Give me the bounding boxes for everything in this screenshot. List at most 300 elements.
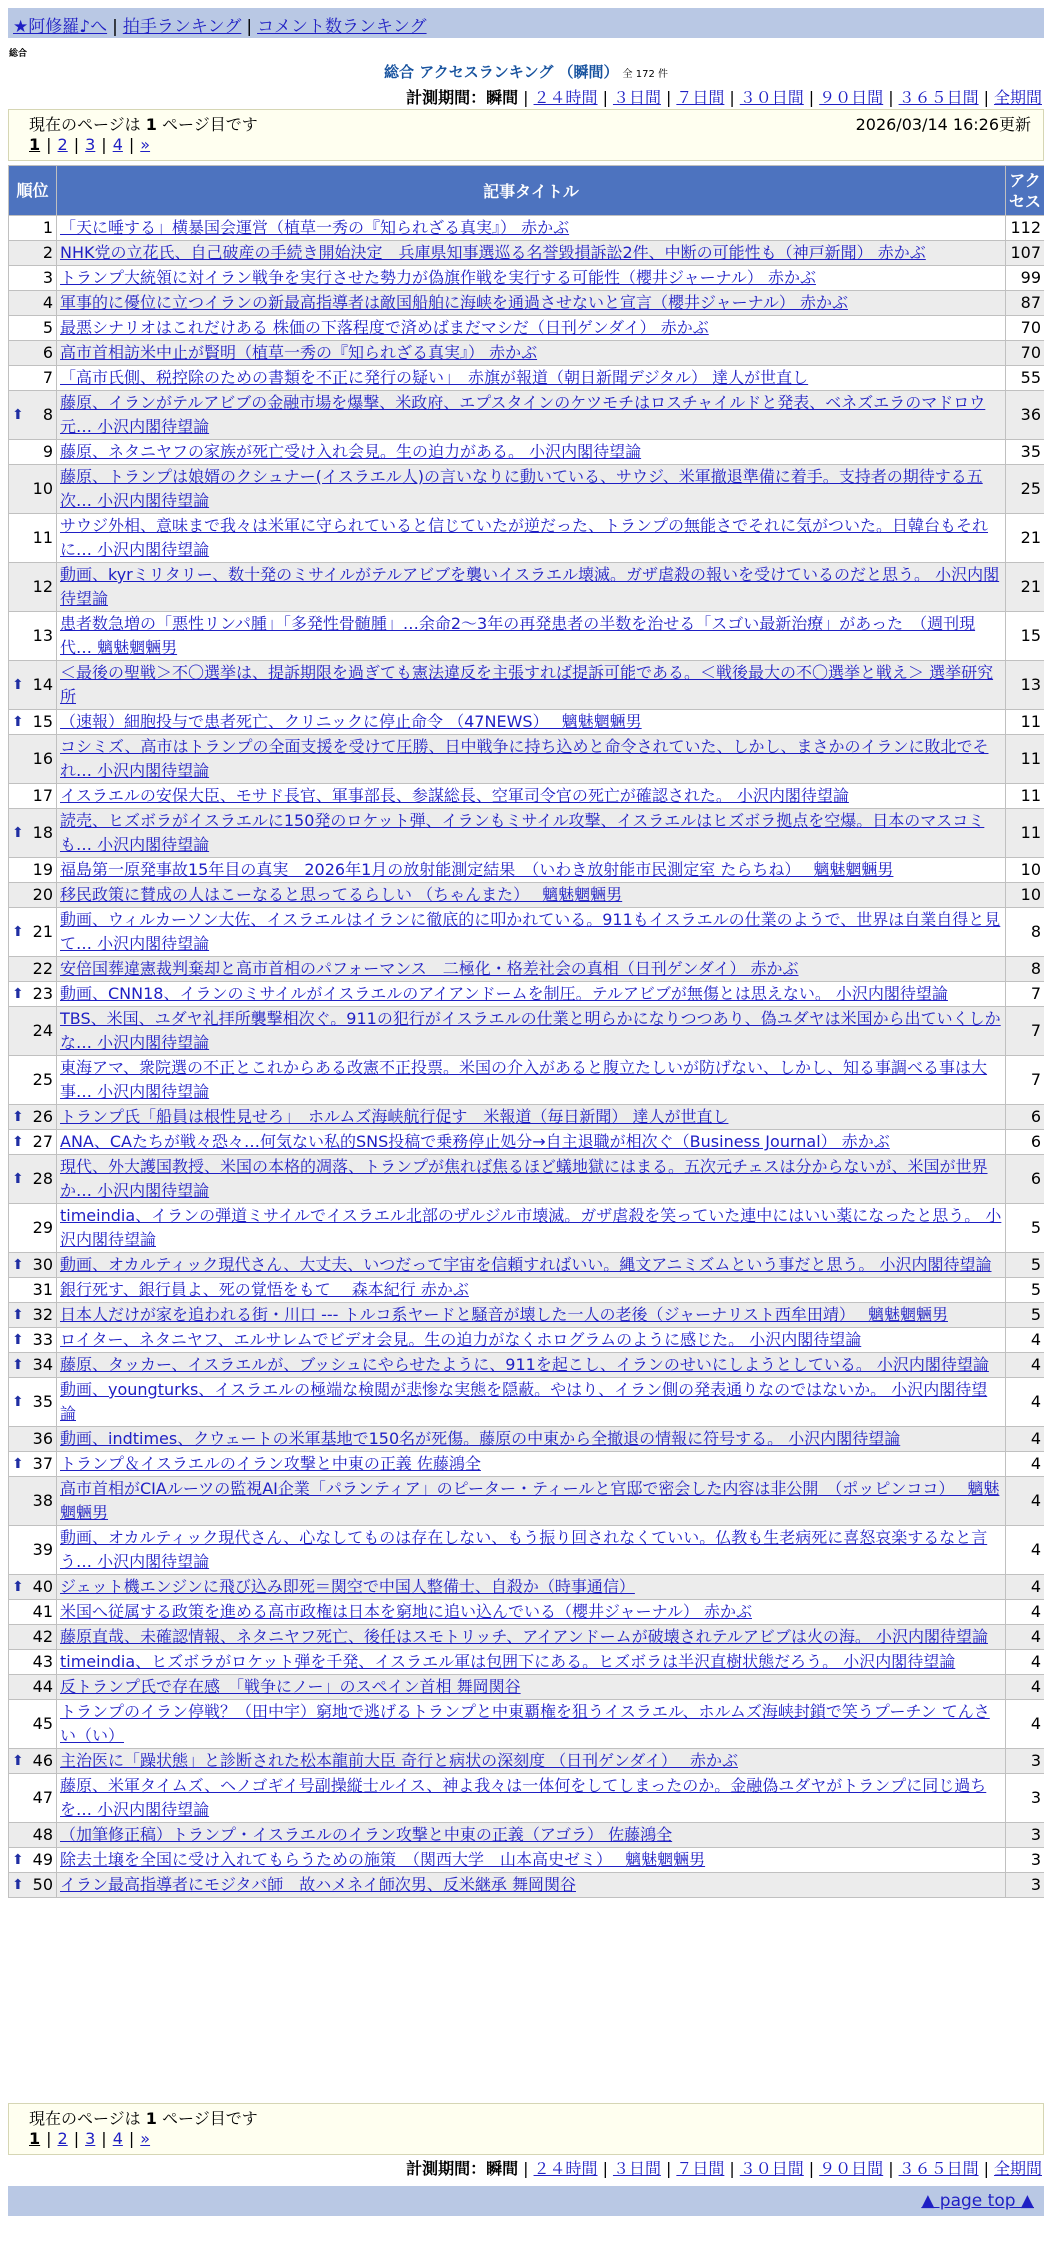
access-count: 4 bbox=[1006, 1427, 1044, 1452]
article-title-link[interactable]: 読売、ヒズボラがイスラエルに150発のロケット弾、イランもミサイル攻撃、イスラエルはヒズボラ拠点を空爆。日本のマスコミも… 小沢内閣待望論 bbox=[60, 811, 985, 854]
article-title-link[interactable]: 動画、ウィルカーソン大佐、イスラエルはイランに徹底的に叩かれている。911もイスラエルの仕業のようで、世界は自業自得と見て… 小沢内閣待望論 bbox=[60, 910, 1001, 953]
rank-number: 46 bbox=[32, 1751, 53, 1770]
page-message-prefix: 現在のページは bbox=[29, 2109, 141, 2128]
table-row bbox=[9, 291, 1044, 316]
rank-up-arrow-icon: ⬆ bbox=[12, 924, 24, 940]
period-link[interactable]: ３０日間 bbox=[739, 88, 804, 107]
period-selector-top bbox=[406, 85, 1042, 108]
pagination-separator: | bbox=[101, 2129, 107, 2148]
pagination-separator: | bbox=[46, 2129, 52, 2148]
table-row bbox=[9, 563, 1044, 612]
access-count: 4 bbox=[1006, 1600, 1044, 1625]
access-count: 6 bbox=[1006, 1155, 1044, 1204]
rank-cell bbox=[9, 1253, 57, 1278]
rank-number: 24 bbox=[32, 1021, 53, 1040]
period-separator: | bbox=[602, 2159, 608, 2178]
table-row bbox=[9, 514, 1044, 563]
title-cell bbox=[57, 1130, 1006, 1155]
rank-cell bbox=[9, 1427, 57, 1452]
rank-cell bbox=[9, 366, 57, 391]
article-title-link[interactable]: 除去土壌を全国に受け入れてもらうための施策 （関西大学 山本高史ゼミ） 魑魅魍魎男 bbox=[60, 1850, 706, 1869]
article-title-link[interactable]: 銀行死す、銀行員よ、死の覚悟をもて 森本紀行 赤かぶ bbox=[60, 1280, 469, 1299]
access-count: 11 bbox=[1006, 710, 1044, 735]
article-title-link[interactable]: 藤原、タッカー、イスラエルが、ブッシュにやらせたように、911を起こし、イランのせいにしようとしている。 小沢内閣待望論 bbox=[60, 1355, 989, 1374]
title-cell bbox=[57, 710, 1006, 735]
article-title-link[interactable]: 動画、kyrミリタリー、数十発のミサイルがテルアビブを襲いイスラエル壊滅。ガザ虐殺の報いを受けているのだと思う。 小沢内閣待望論 bbox=[60, 565, 1000, 608]
rank-cell bbox=[9, 216, 57, 241]
rank-cell bbox=[9, 883, 57, 908]
title-cell bbox=[57, 809, 1006, 858]
period-label: 計測期間： bbox=[406, 2159, 487, 2178]
comment-ranking-link[interactable]: コメント数ランキング bbox=[257, 17, 427, 37]
article-title-link[interactable]: 移民政策に賛成の人はこーなると思ってるらしい （ちゃんまた） 魑魅魍魎男 bbox=[60, 885, 623, 904]
article-title-link[interactable]: 主治医に「躁状態」と診断された松本龍前大臣 奇行と病状の深刻度 （日刊ゲンダイ） 赤かぶ bbox=[60, 1751, 738, 1770]
article-title-link[interactable]: 東海アマ、衆院選の不正とこれからある改憲不正投票。米国の介入があると腹立たしいが防げない、しかし、知る事調べる事は大事… 小沢内閣待望論 bbox=[60, 1058, 988, 1101]
title-cell bbox=[57, 266, 1006, 291]
article-title-link[interactable]: 安倍国葬違憲裁判棄却と高市首相のパフォーマンス 二極化・格差社会の真相（日刊ゲンダイ） 赤かぶ bbox=[60, 959, 799, 978]
article-title-link[interactable]: NHK党の立花氏、自己破産の手続き開始決定 兵庫県知事選巡る名誉毀損訴訟2件、中断の可能性も（神戸新聞） 赤かぶ bbox=[60, 243, 926, 262]
rank-cell bbox=[9, 1007, 57, 1056]
title-cell bbox=[57, 1749, 1006, 1774]
access-count: 11 bbox=[1006, 809, 1044, 858]
rank-cell bbox=[9, 391, 57, 440]
access-count: 4 bbox=[1006, 1700, 1044, 1749]
article-title-link[interactable]: ＜最後の聖戦＞不〇選挙は、提訴期限を過ぎても憲法違反を主張すれば提訴可能である。＜戦後最大の不〇選挙と戦え＞ 選挙研究所 bbox=[60, 663, 994, 706]
table-row bbox=[9, 1625, 1044, 1650]
article-title-link[interactable]: 高市首相訪米中止が賢明（植草一秀の『知られざる真実』） 赤かぶ bbox=[60, 343, 538, 362]
table-row bbox=[9, 266, 1044, 291]
table-row bbox=[9, 1700, 1044, 1749]
title-cell bbox=[57, 1650, 1006, 1675]
rank-cell bbox=[9, 1303, 57, 1328]
rank-up-arrow-icon: ⬆ bbox=[12, 1456, 24, 1472]
period-link[interactable]: ９０日間 bbox=[819, 2159, 884, 2178]
rank-cell bbox=[9, 710, 57, 735]
rank-cell bbox=[9, 316, 57, 341]
rank-cell bbox=[9, 1526, 57, 1575]
rank-cell bbox=[9, 858, 57, 883]
access-count: 107 bbox=[1006, 241, 1044, 266]
rank-cell bbox=[9, 1675, 57, 1700]
pagination-link[interactable]: 2 bbox=[57, 2129, 68, 2148]
table-row bbox=[9, 908, 1044, 957]
period-separator: | bbox=[665, 2159, 672, 2178]
rank-cell bbox=[9, 1823, 57, 1848]
rank-cell bbox=[9, 1056, 57, 1105]
rank-cell bbox=[9, 1600, 57, 1625]
table-row bbox=[9, 1105, 1044, 1130]
rank-cell bbox=[9, 661, 57, 710]
title-cell bbox=[57, 1600, 1006, 1625]
access-count: 4 bbox=[1006, 1650, 1044, 1675]
article-title-link[interactable]: ロイター、ネタニヤフ、エルサレムでビデオ会見。生の迫力がなくホログラムのように感じた。 小沢内閣待望論 bbox=[60, 1330, 862, 1349]
title-cell bbox=[57, 1204, 1006, 1253]
access-count: 3 bbox=[1006, 1823, 1044, 1848]
period-link[interactable]: ３日間 bbox=[612, 2159, 661, 2178]
access-count: 5 bbox=[1006, 1253, 1044, 1278]
pagination-link[interactable]: 2 bbox=[57, 135, 68, 154]
access-count: 15 bbox=[1006, 612, 1044, 661]
title-cell bbox=[57, 1378, 1006, 1427]
access-count: 3 bbox=[1006, 1848, 1044, 1873]
rank-cell bbox=[9, 291, 57, 316]
rank-cell bbox=[9, 1848, 57, 1873]
article-title-link[interactable]: イスラエルの安保大臣、モサド長官、軍事部長、参謀総長、空軍司令官の死亡が確認された。 小沢内閣待望論 bbox=[60, 786, 849, 805]
access-count: 7 bbox=[1006, 1007, 1044, 1056]
article-title-link[interactable]: 反トランプ氏で存在感 「戦争にノー」のスペイン首相 舞岡関谷 bbox=[60, 1677, 521, 1696]
article-title-link[interactable]: 患者数急増の「悪性リンパ腫」「多発性骨髄腫」…余命2～3年の再発患者の半数を治せる「スゴい最新治療」があった （週刊現代… 魑魅魍魎男 bbox=[60, 614, 976, 657]
rank-cell bbox=[9, 784, 57, 809]
article-title-link[interactable]: 藤原、米軍タイムズ、ヘノゴギイ号副操縦士ルイス、神よ我々は一体何をしてしまったのか。金融偽ユダヤがトランプに同じ過ちを… 小沢内閣待望論 bbox=[60, 1776, 987, 1819]
rank-up-arrow-icon: ⬆ bbox=[12, 1852, 24, 1868]
period-link[interactable]: 全期間 bbox=[993, 88, 1042, 107]
table-row bbox=[9, 710, 1044, 735]
category-label: 総合 bbox=[9, 49, 28, 59]
access-count: 3 bbox=[1006, 1749, 1044, 1774]
rank-number: 34 bbox=[32, 1355, 53, 1374]
rank-number: 31 bbox=[32, 1280, 53, 1299]
page-title bbox=[8, 61, 1044, 82]
current-page-message bbox=[29, 112, 258, 135]
rank-number: 16 bbox=[32, 749, 53, 768]
rank-cell bbox=[9, 1749, 57, 1774]
access-count: 4 bbox=[1006, 1353, 1044, 1378]
access-count: 4 bbox=[1006, 1675, 1044, 1700]
article-title-link[interactable]: timeindia、ヒズボラがロケット弾を千発、イスラエル軍は包囲下にある。ヒズボラは半沢直樹状態だろう。 小沢内閣待望論 bbox=[60, 1652, 956, 1671]
table-row bbox=[9, 465, 1044, 514]
period-link[interactable]: ３６５日間 bbox=[898, 88, 979, 107]
access-count: 13 bbox=[1006, 661, 1044, 710]
table-row bbox=[9, 1303, 1044, 1328]
updated-timestamp: 2026/03/14 16:26更新 bbox=[855, 115, 1031, 134]
rank-number: 40 bbox=[32, 1577, 53, 1596]
nav-separator: | bbox=[246, 17, 253, 37]
article-title-link[interactable]: （加筆修正稿）トランプ・イスラエルのイラン攻撃と中東の正義（アゴラ） 佐藤鴻全 bbox=[60, 1825, 673, 1844]
access-count: 8 bbox=[1006, 957, 1044, 982]
rank-number: 5 bbox=[42, 318, 53, 337]
title-cell bbox=[57, 316, 1006, 341]
pagination-link[interactable]: 4 bbox=[112, 135, 123, 154]
access-count: 25 bbox=[1006, 465, 1044, 514]
rank-up-arrow-icon: ⬆ bbox=[12, 1753, 24, 1769]
title-cell bbox=[57, 291, 1006, 316]
table-row bbox=[9, 1007, 1044, 1056]
rank-up-arrow-icon: ⬆ bbox=[12, 1357, 24, 1373]
table-row bbox=[9, 1873, 1044, 1898]
article-title-link[interactable]: 福島第一原発事故15年目の真実 2026年1月の放射能測定結果 （いわき放射能市民測定室 たらちね） 魑魅魍魎男 bbox=[60, 860, 894, 879]
table-row bbox=[9, 1477, 1044, 1526]
pagination-link[interactable]: 3 bbox=[85, 2129, 96, 2148]
access-count: 11 bbox=[1006, 735, 1044, 784]
table-row bbox=[9, 1774, 1044, 1823]
table-row bbox=[9, 391, 1044, 440]
title-cell bbox=[57, 1477, 1006, 1526]
access-count: 6 bbox=[1006, 1105, 1044, 1130]
rank-number: 37 bbox=[32, 1454, 53, 1473]
clap-ranking-link[interactable]: 拍手ランキング bbox=[122, 17, 242, 37]
rank-column-header: 順位 bbox=[9, 166, 57, 216]
access-count: 4 bbox=[1006, 1526, 1044, 1575]
rank-number: 14 bbox=[32, 675, 53, 694]
rank-up-arrow-icon: ⬆ bbox=[12, 1307, 24, 1323]
rank-cell bbox=[9, 241, 57, 266]
access-count: 5 bbox=[1006, 1278, 1044, 1303]
table-row bbox=[9, 316, 1044, 341]
table-row bbox=[9, 1848, 1044, 1873]
rank-number: 27 bbox=[32, 1132, 53, 1151]
table-row bbox=[9, 1823, 1044, 1848]
period-link[interactable]: ２４時間 bbox=[533, 88, 598, 107]
article-title-link[interactable]: 藤原、イランがテルアビブの金融市場を爆撃、米政府、エプスタインのケツモチはロスチャイルドと発表、ベネズエラのマドロウ元… 小沢内閣待望論 bbox=[60, 393, 986, 436]
title-cell bbox=[57, 341, 1006, 366]
rank-up-arrow-icon: ⬆ bbox=[12, 1394, 24, 1410]
rank-cell bbox=[9, 1650, 57, 1675]
article-title-link[interactable]: トランプ大統領に対イラン戦争を実行させた勢力が偽旗作戦を実行する可能性（櫻井ジャーナル） 赤かぶ bbox=[60, 268, 816, 287]
title-cell bbox=[57, 883, 1006, 908]
title-cell bbox=[57, 612, 1006, 661]
ranking-table bbox=[8, 165, 1044, 1898]
title-cell bbox=[57, 661, 1006, 710]
rank-cell bbox=[9, 809, 57, 858]
pagination-next-link[interactable]: » bbox=[140, 135, 151, 154]
title-cell bbox=[57, 735, 1006, 784]
title-cell bbox=[57, 1700, 1006, 1749]
article-title-link[interactable]: 動画、CNN18、イランのミサイルがイスラエルのアイアンドームを制圧。テルアビブが無傷とは思えない。 小沢内閣待望論 bbox=[60, 984, 948, 1003]
table-row bbox=[9, 1204, 1044, 1253]
rank-cell bbox=[9, 1873, 57, 1898]
pagination-next-link[interactable]: » bbox=[140, 2129, 151, 2148]
table-row bbox=[9, 957, 1044, 982]
period-separator: | bbox=[729, 2159, 735, 2178]
article-title-link[interactable]: 動画、オカルティック現代さん、大丈夫、いつだって宇宙を信頼すればいい。縄文アニミズムという事だと思う。 小沢内閣待望論 bbox=[60, 1255, 992, 1274]
rank-cell bbox=[9, 1328, 57, 1353]
access-count: 8 bbox=[1006, 908, 1044, 957]
rank-up-arrow-icon: ⬆ bbox=[12, 677, 24, 693]
access-count: 99 bbox=[1006, 266, 1044, 291]
article-title-link[interactable]: 藤原、トランプは娘婿のクシュナー(イスラエル人)の言いなりに動いている、サウジ、米軍撤退準備に着手。支持者の期待する五次… 小沢内閣待望論 bbox=[60, 467, 983, 510]
rank-number: 48 bbox=[32, 1825, 53, 1844]
article-title-link[interactable]: 藤原直哉、未確認情報、ネタニヤフ死亡、後任はスモトリッチ、アイアンドームが破壊されテルアビブは火の海。 小沢内閣待望論 bbox=[60, 1627, 988, 1646]
title-cell bbox=[57, 216, 1006, 241]
article-title-link[interactable]: トランプのイラン停戦？（田中宇）窮地で逃げるトランプと中東覇権を狙うイスラエル、ホルムズ海峡封鎖で笑うプーチン てんさい（い） bbox=[60, 1702, 990, 1745]
period-separator: | bbox=[523, 2159, 529, 2178]
rank-cell bbox=[9, 1774, 57, 1823]
rank-number: 4 bbox=[42, 293, 53, 312]
page-message-number: 1 bbox=[145, 2109, 157, 2128]
rank-cell bbox=[9, 1130, 57, 1155]
period-separator: | bbox=[602, 88, 608, 107]
rank-number: 12 bbox=[32, 577, 53, 596]
access-count: 87 bbox=[1006, 291, 1044, 316]
table-row bbox=[9, 1278, 1044, 1303]
rank-up-arrow-icon: ⬆ bbox=[12, 1134, 24, 1150]
bottom-bar bbox=[8, 2186, 1044, 2216]
period-link[interactable]: ３０日間 bbox=[739, 2159, 804, 2178]
article-title-link[interactable]: 米国へ従属する政策を進める高市政権は日本を窮地に追い込んでいる（櫻井ジャーナル） 赤かぶ bbox=[60, 1602, 752, 1621]
access-count: 3 bbox=[1006, 1774, 1044, 1823]
title-cell bbox=[57, 563, 1006, 612]
access-count: 5 bbox=[1006, 1303, 1044, 1328]
table-row bbox=[9, 1675, 1044, 1700]
article-title-link[interactable]: ジェット機エンジンに飛び込み即死＝関空で中国人整備士、自殺か（時事通信） bbox=[60, 1577, 635, 1596]
pagination bbox=[29, 2129, 150, 2148]
access-count: 21 bbox=[1006, 563, 1044, 612]
rank-cell bbox=[9, 1155, 57, 1204]
title-cell bbox=[57, 1873, 1006, 1898]
article-title-link[interactable]: 現代、外大護国教授、米国の本格的凋落、トランプが焦れば焦るほど蟻地獄にはまる。五次元チェスは分からないが、米国が世界か… 小沢内閣待望論 bbox=[60, 1157, 988, 1200]
rank-up-arrow-icon: ⬆ bbox=[12, 1579, 24, 1595]
pagination-separator: | bbox=[73, 135, 80, 154]
period-link[interactable]: ９０日間 bbox=[819, 88, 884, 107]
access-column-header: アクセス bbox=[1006, 166, 1044, 216]
period-link[interactable]: ３日間 bbox=[612, 88, 661, 107]
rank-number: 3 bbox=[42, 268, 53, 287]
article-title-link[interactable]: 動画、youngturks、イスラエルの極端な検閲が悲惨な実態を隠蔽。やはり、イラン側の発表通りなのではないか。 小沢内閣待望論 bbox=[60, 1380, 988, 1423]
rank-number: 49 bbox=[32, 1850, 53, 1869]
table-row bbox=[9, 858, 1044, 883]
table-row bbox=[9, 440, 1044, 465]
rank-number: 7 bbox=[42, 368, 53, 387]
article-title-link[interactable]: 日本人だけが家を追われる街・川口 --- トルコ系ヤードと騒音が壊した一人の老後（ジャーナリスト西牟田靖） 魑魅魍魎男 bbox=[60, 1305, 948, 1324]
access-count: 10 bbox=[1006, 883, 1044, 908]
article-title-link[interactable]: イラン最高指導者にモジタバ師 故ハメネイ師次男、反米継承 舞岡関谷 bbox=[60, 1875, 576, 1894]
page-message-suffix: ページ目です bbox=[162, 115, 258, 134]
rank-cell bbox=[9, 1353, 57, 1378]
article-title-link[interactable]: サウジ外相、意味まで我々は米軍に守られていると信じていたが逆だった、トランプの無能さでそれに気がついた。日韓台もそれに… 小沢内閣待望論 bbox=[60, 516, 989, 559]
rank-number: 45 bbox=[32, 1714, 53, 1733]
article-title-link[interactable]: 「天に唾する」横暴国会運営（植草一秀の『知られざる真実』） 赤かぶ bbox=[60, 218, 570, 237]
table-row bbox=[9, 1650, 1044, 1675]
page-info-bottom bbox=[8, 2103, 1044, 2155]
page-top-link[interactable]: ▲ page top ▲ bbox=[921, 2191, 1034, 2211]
rank-number: 19 bbox=[32, 860, 53, 879]
title-cell bbox=[57, 1105, 1006, 1130]
article-title-link[interactable]: 高市首相がCIAルーツの監視AI企業「パランティア」のピーター・ティールと官邸で密会した内容は非公開 （ポッピンココ） 魑魅魍魎男 bbox=[60, 1479, 1000, 1522]
title-cell bbox=[57, 1303, 1006, 1328]
rank-cell bbox=[9, 1204, 57, 1253]
title-cell bbox=[57, 957, 1006, 982]
table-row bbox=[9, 1378, 1044, 1427]
title-cell bbox=[57, 241, 1006, 266]
rank-cell bbox=[9, 735, 57, 784]
rank-cell bbox=[9, 1700, 57, 1749]
table-row bbox=[9, 612, 1044, 661]
period-link[interactable]: ７日間 bbox=[676, 2159, 725, 2178]
rank-number: 44 bbox=[32, 1677, 53, 1696]
article-title-link[interactable]: 藤原、ネタニヤフの家族が死亡受け入れ会見。生の迫力がある。 小沢内閣待望論 bbox=[60, 442, 642, 461]
period-link[interactable]: ７日間 bbox=[676, 88, 725, 107]
total-count: 全 172 件 bbox=[622, 69, 668, 80]
rank-cell bbox=[9, 440, 57, 465]
rank-up-arrow-icon: ⬆ bbox=[12, 714, 24, 730]
article-title-link[interactable]: 軍事的に優位に立つイランの新最高指導者は敵国船舶に海峡を通過させないと宣言（櫻井ジャーナル） 赤かぶ bbox=[60, 293, 848, 312]
article-title-link[interactable]: 「高市氏側、税控除のための書類を不正に発行の疑い」 赤旗が報道（朝日新聞デジタル） 達人が世直し bbox=[60, 368, 809, 387]
access-count: 7 bbox=[1006, 1056, 1044, 1105]
title-cell bbox=[57, 440, 1006, 465]
table-row bbox=[9, 1130, 1044, 1155]
pagination-link[interactable]: 3 bbox=[85, 135, 96, 154]
title-cell bbox=[57, 1452, 1006, 1477]
page-message-number: 1 bbox=[145, 115, 157, 134]
period-separator: | bbox=[665, 88, 672, 107]
article-title-link[interactable]: 最悪シナリオはこれだけある 株価の下落程度で済めばまだマシだ（日刊ゲンダイ） 赤かぶ bbox=[60, 318, 709, 337]
rank-number: 18 bbox=[32, 823, 53, 842]
rank-number: 15 bbox=[32, 712, 53, 731]
access-count: 55 bbox=[1006, 366, 1044, 391]
period-separator: | bbox=[729, 88, 735, 107]
title-cell bbox=[57, 1675, 1006, 1700]
table-row bbox=[9, 1452, 1044, 1477]
rank-number: 50 bbox=[32, 1875, 53, 1894]
pagination-current: 1 bbox=[29, 2129, 41, 2148]
access-count: 3 bbox=[1006, 1873, 1044, 1898]
table-row bbox=[9, 1575, 1044, 1600]
rank-number: 25 bbox=[32, 1070, 53, 1089]
period-separator: | bbox=[888, 88, 894, 107]
home-link[interactable]: ★阿修羅♪へ bbox=[13, 17, 108, 37]
table-row bbox=[9, 366, 1044, 391]
title-cell bbox=[57, 1625, 1006, 1650]
rank-number: 1 bbox=[42, 218, 53, 237]
period-separator: | bbox=[888, 2159, 894, 2178]
article-title-link[interactable]: 動画、indtimes、クウェートの米軍基地で150名が死傷。藤原の中東から全撤退の情報に符号する。 小沢内閣待望論 bbox=[60, 1429, 901, 1448]
rank-number: 2 bbox=[42, 243, 53, 262]
article-title-link[interactable]: timeindia、イランの弾道ミサイルでイスラエル北部のザルジル市壊滅。ガザ虐殺を笑っていた連中にはいい薬になったと思う。 小沢内閣待望論 bbox=[60, 1206, 1002, 1249]
access-count: 4 bbox=[1006, 1452, 1044, 1477]
period-current: 瞬間 bbox=[486, 2159, 519, 2178]
title-cell bbox=[57, 1848, 1006, 1873]
article-title-link[interactable]: TBS、米国、ユダヤ礼拝所襲撃相次ぐ。911の犯行がイスラエルの仕業と明らかになりつつあり、偽ユダヤは米国から出ていくしかな… 小沢内閣待望論 bbox=[60, 1009, 1001, 1052]
pagination-link[interactable]: 4 bbox=[112, 2129, 123, 2148]
rank-cell bbox=[9, 1625, 57, 1650]
article-title-link[interactable]: コシミズ、高市はトランプの全面支援を受けて圧勝、日中戦争に持ち込めと命令されていた、しかし、まさかのイランに敗北でそれ… 小沢内閣待望論 bbox=[60, 737, 989, 780]
access-count: 35 bbox=[1006, 440, 1044, 465]
period-link[interactable]: ２４時間 bbox=[533, 2159, 598, 2178]
period-separator: | bbox=[523, 88, 529, 107]
article-title-link[interactable]: （速報）細胞投与で患者死亡、クリニックに停止命令 （47NEWS） 魑魅魍魎男 bbox=[60, 712, 642, 731]
rank-cell bbox=[9, 908, 57, 957]
period-separator: | bbox=[983, 88, 989, 107]
access-count: 4 bbox=[1006, 1575, 1044, 1600]
top-nav-bar bbox=[8, 8, 1044, 38]
table-row bbox=[9, 809, 1044, 858]
title-cell bbox=[57, 1526, 1006, 1575]
table-row bbox=[9, 1427, 1044, 1452]
rank-number: 43 bbox=[32, 1652, 53, 1671]
article-title-link[interactable]: トランプ氏「船員は根性見せろ」 ホルムズ海峡航行促す 米報道（毎日新聞） 達人が世直し bbox=[60, 1107, 729, 1126]
pagination-separator: | bbox=[101, 135, 107, 154]
pagination-current: 1 bbox=[29, 135, 41, 154]
access-count: 7 bbox=[1006, 982, 1044, 1007]
article-title-link[interactable]: トランプ＆イスラエルのイラン攻撃と中東の正義 佐藤鴻全 bbox=[60, 1454, 481, 1473]
article-title-link[interactable]: 動画、オカルティック現代さん、心なしてものは存在しない、もう振り回されなくていい。仏教も生老病死に喜怒哀楽するなと言う… 小沢内閣待望論 bbox=[60, 1528, 988, 1571]
article-title-link[interactable]: ANA、CAたちが戦々恐々…何気ない私的SNS投稿で乗務停止処分→自主退職が相次ぐ（Business Journal） 赤かぶ bbox=[60, 1132, 890, 1151]
rank-number: 47 bbox=[32, 1788, 53, 1807]
rank-number: 6 bbox=[42, 343, 53, 362]
title-cell bbox=[57, 1253, 1006, 1278]
rank-number: 17 bbox=[32, 786, 53, 805]
access-count: 21 bbox=[1006, 514, 1044, 563]
rank-number: 32 bbox=[32, 1305, 53, 1324]
rank-up-arrow-icon: ⬆ bbox=[12, 1332, 24, 1348]
rank-cell bbox=[9, 465, 57, 514]
rank-number: 26 bbox=[32, 1107, 53, 1126]
period-link[interactable]: ３６５日間 bbox=[898, 2159, 979, 2178]
period-link[interactable]: 全期間 bbox=[993, 2159, 1042, 2178]
table-row bbox=[9, 1328, 1044, 1353]
rank-up-arrow-icon: ⬆ bbox=[12, 825, 24, 841]
rank-number: 13 bbox=[32, 626, 53, 645]
